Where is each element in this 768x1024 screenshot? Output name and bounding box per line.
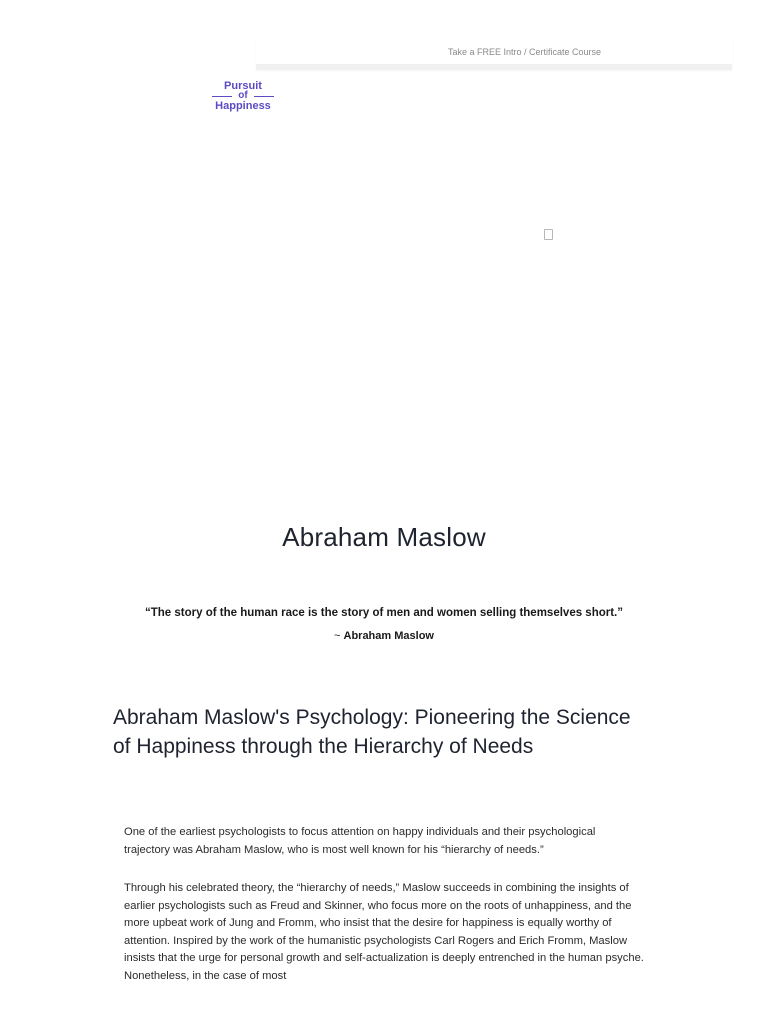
site-logo[interactable] <box>208 81 278 119</box>
top-banner <box>256 36 732 70</box>
article-paragraph-2: Through his celebrated theory, the “hierarchy of needs,” Maslow succeeds in combining the insights of earlier psychologists such as Freud and Skinner, who focus more on the roots of unhappiness, and the more upbeat work of Jung and Fromm, who insist that the desire for happiness is equally worthy of attention. Inspired by the work of the humanistic psychologists Carl Rogers and Erich Fromm, Maslow insists that the urge for personal growth and self-actualization is deeply entrenched in the human psyche. Nonetheless, in the case of most <box>124 882 644 982</box>
free-course-link[interactable]: Take a FREE Intro / Certificate Course <box>448 47 602 57</box>
logo-text-pursuit: Pursuit <box>224 80 262 92</box>
attribution-prefix: ~ <box>334 630 344 642</box>
article-paragraph-1: One of the earliest psychologists to focus attention on happy individuals and their psychological trajectory was Abraham Maslow, who is most well known for his “hierarchy of needs.” <box>124 826 596 856</box>
maslow-quote: “The story of the human race is the story of men and women selling themselves short.” <box>145 607 623 619</box>
logo-text-of: of <box>208 91 278 101</box>
attribution-name: Abraham Maslow <box>343 630 434 642</box>
quote-attribution <box>0 630 768 642</box>
video-placeholder-icon[interactable] <box>544 229 553 240</box>
page-title: Abraham Maslow <box>282 522 486 552</box>
logo-text-happiness: Happiness <box>215 100 271 112</box>
article-heading: Abraham Maslow's Psychology: Pioneering the Science of Happiness through the Hierarchy of Needs <box>113 706 631 758</box>
